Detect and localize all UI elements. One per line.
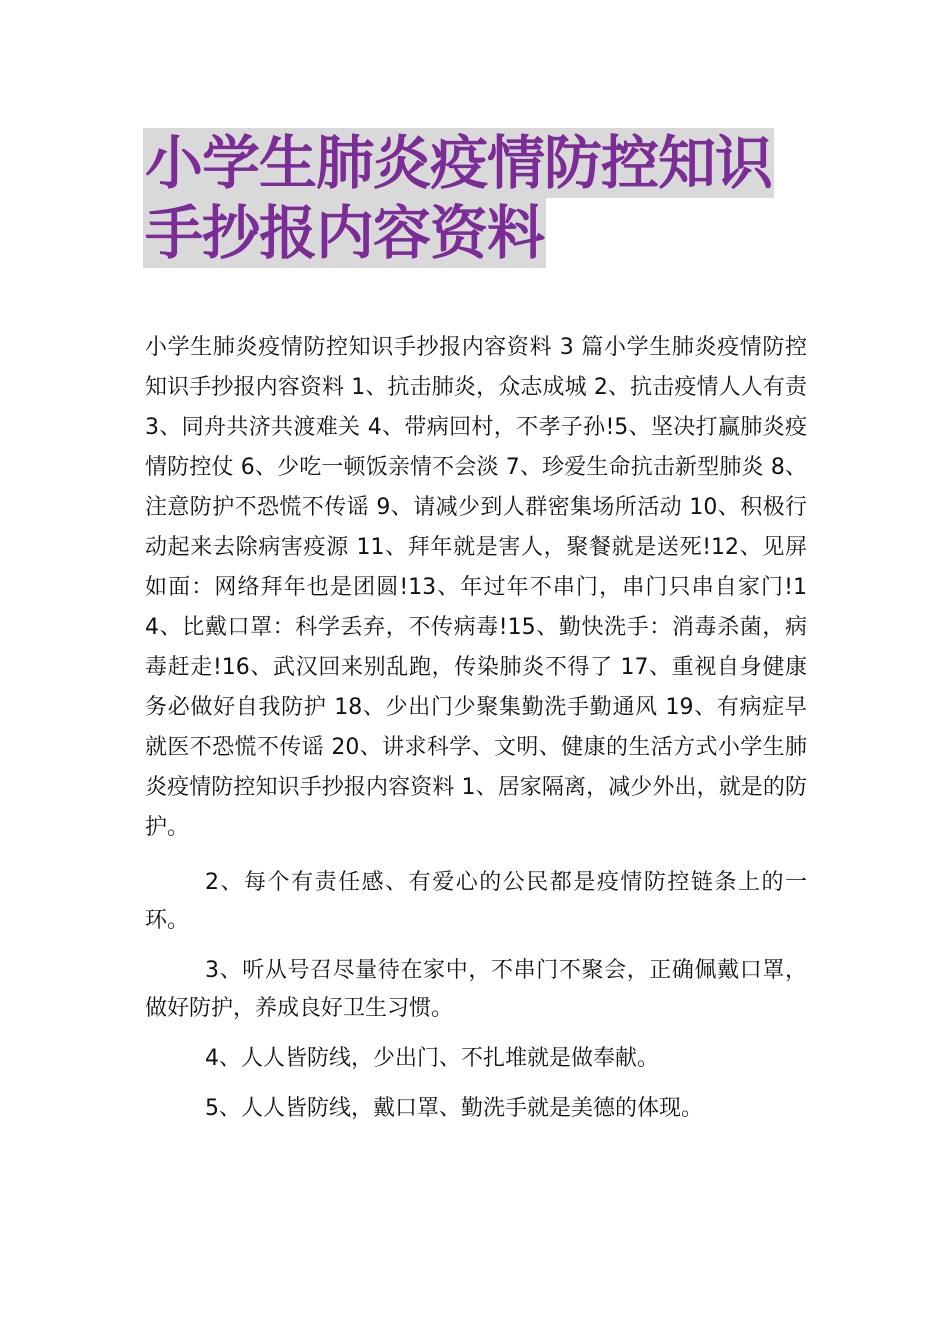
paragraph-1: 小学生肺炎疫情防控知识手抄报内容资料 3 篇小学生肺炎疫情防控知识手抄报内容资料 1、抗击肺炎，众志成城 2、抗击疫情人人有责 3、同舟共济共渡难关 4、带病回村，不孝子孙!5、坚决打赢肺炎疫情防控仗 6、少吃一顿饭亲情不会淡 7、珍爱生命抗击新型肺炎 8、注意防护不恐慌不传谣 9、请减少到人群密集场所活动 10、积极行动起来去除病害疫源 11、拜年就是害人，聚餐就是送死!12、见屏如面：网络拜年也是团圆!13、年过年不串门，串门只串自家门!14、比戴口罩：科学丢弃，不传病毒!15、勤快洗手：消毒杀菌，病毒赶走!16、武汉回来别乱跑，传染肺炎不得了 17、重视自身健康务必做好自我防护 18、少出门少聚集勤洗手勤通风 19、有病症早就医不恐慌不传谣 20、讲求科学、文明、健康的生活方式小学生肺炎疫情防控知识手抄报内容资料 1、居家隔离，减少外出，就是的防护。 [145, 335, 807, 840]
document-title [143, 128, 823, 268]
paragraph-5: 5、人人皆防线，戴口罩、勤洗手就是美德的体现。 [205, 1096, 703, 1121]
paragraph-2: 2、每个有责任感、有爱心的公民都是疫情防控链条上的一环。 [145, 870, 807, 933]
title-line-1: 小学生肺炎疫情防控知识 [145, 129, 773, 197]
document-body [145, 328, 807, 1128]
title-line-2: 手抄报内容资料 [145, 199, 545, 267]
paragraph-4: 4、人人皆防线，少出门、不扎堆就是做奉献。 [205, 1046, 659, 1071]
paragraph-3: 3、听从号召尽量待在家中，不串门不聚会，正确佩戴口罩，做好防护，养成良好卫生习惯。 [145, 958, 807, 1021]
